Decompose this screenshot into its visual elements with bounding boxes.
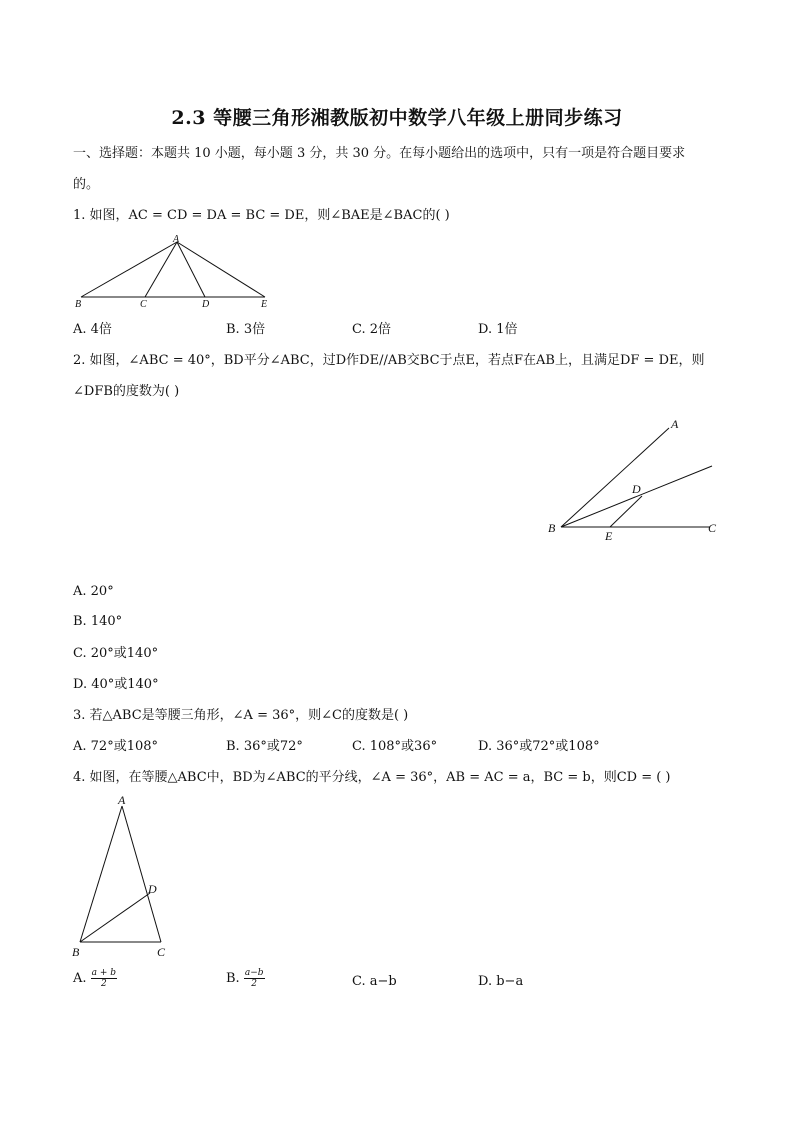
q1-option-a[interactable]: A. 4倍 [73, 322, 112, 337]
q1-segment-AC [145, 242, 177, 297]
q4-figure [68, 792, 178, 962]
q2-option-b[interactable]: B. 140° [73, 614, 123, 629]
q2-ray-BD [561, 466, 712, 527]
q2-label-D: D [632, 482, 641, 496]
q1-label-B: B [75, 299, 82, 310]
q4-option-a-prefix: A. [73, 971, 87, 986]
q4-segment-AC [122, 806, 161, 942]
q2-label-A: A [671, 417, 679, 431]
q4-segment-BD [80, 893, 150, 942]
q1-label-E: E [261, 299, 268, 310]
q2-ray-BA [561, 428, 669, 527]
q1-label-D: D [202, 299, 210, 310]
q1-segment-AB [81, 242, 177, 297]
q4-option-a-numerator: a + b [91, 968, 117, 978]
q4-label-D: D [148, 882, 157, 896]
section-instruction-line2: 的。 [73, 177, 100, 192]
q1-option-d[interactable]: D. 1倍 [478, 322, 518, 337]
q3-option-a[interactable]: A. 72°或108° [73, 739, 159, 754]
q1-option-b[interactable]: B. 3倍 [226, 322, 266, 337]
q2-label-E: E [605, 529, 613, 543]
q4-option-b-prefix: B. [226, 971, 240, 986]
q2-option-a[interactable]: A. 20° [73, 584, 114, 599]
q4-option-a[interactable] [73, 968, 117, 989]
q2-label-B: B [548, 521, 556, 535]
q4-option-b-numerator: a−b [244, 968, 264, 978]
q4-segment-AB [80, 806, 122, 942]
section-instruction-line1: 一、选择题：本题共 10 小题，每小题 3 分，共 30 分。在每小题给出的选项中，只有一项是符合题目要求 [73, 146, 686, 161]
q1-label-C: C [140, 299, 147, 310]
q4-option-a-fraction [91, 968, 117, 989]
q2-option-c[interactable]: C. 20°或140° [73, 646, 159, 661]
q2-stem-line2: ∠DFB的度数为( ) [73, 384, 180, 399]
q1-stem: 1. 如图，AC = CD = DA = BC = DE，则∠BAE是∠BAC的( ) [73, 208, 450, 223]
q3-option-c[interactable]: C. 108°或36° [352, 739, 438, 754]
q4-label-C: C [157, 945, 166, 959]
q4-option-d[interactable]: D. b−a [478, 974, 524, 989]
q2-label-C: C [708, 521, 717, 535]
q4-option-b-fraction [244, 968, 265, 989]
q3-option-d[interactable]: D. 36°或72°或108° [478, 739, 600, 754]
q3-stem: 3. 若△ABC是等腰三角形，∠A = 36°，则∠C的度数是( ) [73, 708, 409, 723]
q1-option-c[interactable]: C. 2倍 [352, 322, 392, 337]
q2-figure [540, 412, 730, 547]
q4-option-b[interactable] [226, 968, 265, 989]
q3-option-b[interactable]: B. 36°或72° [226, 739, 303, 754]
q1-segment-AE [177, 242, 265, 297]
page-title: 2.3 等腰三角形湘教版初中数学八年级上册同步练习 [171, 107, 623, 129]
q4-label-A: A [118, 793, 126, 807]
q4-stem: 4. 如图，在等腰△ABC中，BD为∠ABC的平分线，∠A = 36°，AB = AC = a，BC = b，则CD = ( ) [73, 770, 671, 785]
q4-option-b-denominator: 2 [251, 979, 258, 989]
q4-option-a-denominator: 2 [101, 979, 107, 989]
q2-stem-line1: 2. 如图，∠ABC = 40°，BD平分∠ABC，过D作DE//AB交BC于点E，若点F在AB上，且满足DF = DE，则 [73, 353, 705, 368]
q1-figure [70, 232, 280, 312]
q2-option-d[interactable]: D. 40°或140° [73, 677, 159, 692]
q1-label-A: A [173, 234, 180, 245]
q4-label-B: B [72, 945, 80, 959]
q4-option-c[interactable]: C. a−b [352, 974, 397, 989]
